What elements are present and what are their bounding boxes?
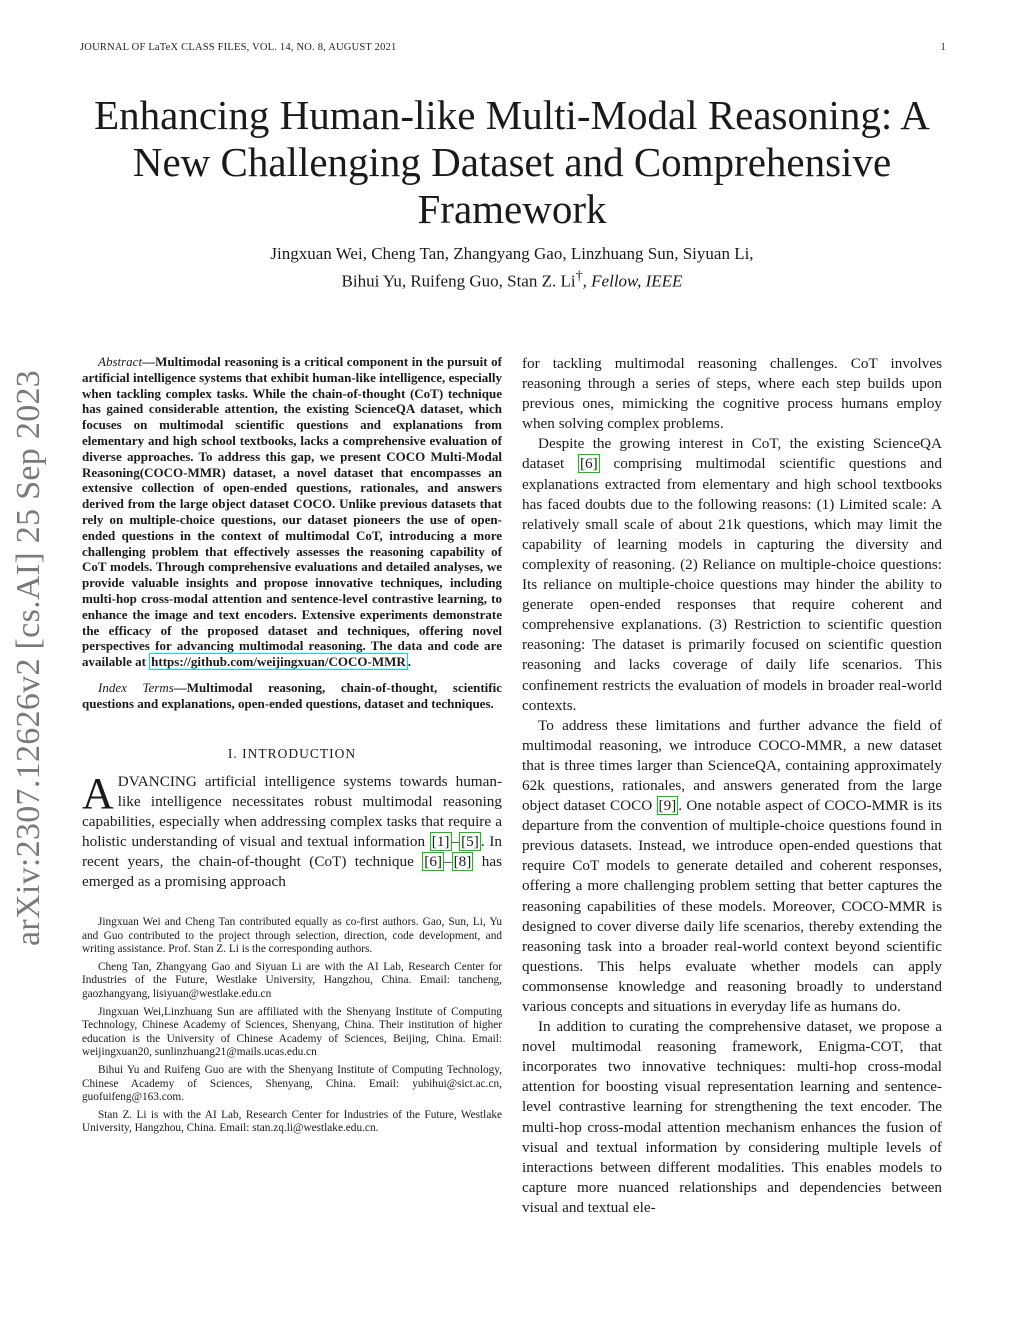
page-number: 1 [940,42,946,53]
intro-text-a: DVANCING artificial intelligence systems towards human-like intelligence necessitates robust multimodal reasoning capabilities, especially when addressing complex tasks that require a holistic understanding of visual and textual information [82,772,502,850]
footnotes [82,916,502,1136]
right-p2-text-a: To address these limitations and further advance the field of multimodal reasoning, we introduce COCO-MMR, a new dataset that is three times larger than ScienceQA, containing approximately 62k questions, rationales, and answers generated from the large object dataset COCO [522,716,942,815]
citation-link-6[interactable]: [6] [424,852,442,870]
right-p2-text-b: . One notable aspect of COCO-MMR is its departure from the convention of multiple-choice questions found in previous datasets. Instead, we introduce open-ended questions that require CoT models to generate detailed and coherent responses, offering a more challenging problem setting that better captures the reasoning capabilities of these models. Moreover, COCO-MMR is designed to cover diverse daily life scenarios, thereby extending the reasoning task into a broader real-world context beyond scientific questions. This helps evaluate whether models can apply commonsense knowledge and reasoning broadly to understand various concepts and situations in everyday life as humans do. [522,797,942,1015]
right-paragraph-3: In addition to curating the comprehensive dataset, we propose a novel multimodal reasoning framework, Enigma-COT, that incorporates two innovative techniques: multi-hop cross-modal attention for boosting visual representation learning and sentence-level contrastive learning for strengthening the text encoder. The multi-hop cross-modal attention mechanism enhances the fusion of visual and textual information by considering multiple levels of interactions between different modalities. This enables models to capture more nuanced relationships and dependencies between visual and textual ele- [522,1018,942,1216]
left-column [82,354,502,1140]
footnote-affiliation-stan-li: Stan Z. Li is with the AI Lab, Research Center for Industries of the Future, Westlake University, Hangzhou, China. Email: stan.zq.li@westlake.edu.cn. [82,1108,502,1135]
abstract-text: Multimodal reasoning is a critical component in the pursuit of artificial intelligence systems that exhibit human-like intelligence, especially when tackling complex tasks. While the chain-of-thought (CoT) technique has gained considerable attention, the existing ScienceQA dataset, which focuses on multimodal scientific questions and explanations from elementary and high school textbooks, lacks a comprehensive evaluation of diverse approaches. To address this gap, we present COCO Multi-Modal Reasoning(COCO-MMR) dataset, a novel dataset that encompasses an extensive collection of open-ended questions, rationales, and answers derived from the large object dataset COCO. Unlike previous datasets that rely on multiple-choice questions, our dataset pioneers the use of open-ended questions in the context of multimodal CoT, introducing a more challenging problem that effectively assesses the reasoning capability of CoT models. Through comprehensive evaluations and detailed analyses, we provide valuable insights and propose innovative techniques, including multi-hop cross-modal attention and sentence-level contrastive learning, to enhance the image and text encoders. Extensive experiments demonstrate the efficacy of the proposed dataset and techniques, offering novel perspectives for advancing multimodal reasoning. The data and code are available at [82,354,502,670]
right-p1-text-b: comprising multimodal scientific questions and explanations extracted from elementary and high school textbooks has faced doubts due to the following reasons: (1) Limited scale: A relatively small scale of about 21k questions, which may limit the capability of learning models in capturing the diversity and complexity of reasoning. (2) Reliance on multiple-choice questions: Its reliance on multiple-choice questions may hinder the ability to generate open-ended responses that require coherent and comprehensive explanations. (3) Restriction to scientific question reasoning: The dataset is primarily focused on scientific question reasoning and lacks coverage of daily life scenarios. This confinement restricts the evaluation of models in broader real-world contexts. [522,455,942,714]
abstract-end: . [407,654,412,670]
arxiv-stamp: arXiv:2307.12626v2 [cs.AI] 25 Sep 2023 [10,369,47,946]
section-heading-introduction: I. INTRODUCTION [227,745,357,761]
running-header [80,42,946,53]
abstract [82,354,502,670]
dropcap-letter: A [82,768,114,818]
intro-dash-2: – [444,852,452,870]
right-p1-text-a: Despite the growing interest in CoT, the existing ScienceQA dataset [522,435,942,473]
index-terms-dash: — [173,679,187,695]
intro-dash-1: – [451,832,460,850]
index-terms-text: Multimodal reasoning, chain-of-thought, scientific questions and explanations, open-ended questions, dataset and techniques. [82,679,502,711]
intro-text-c: has emerged as a promising approach [82,852,502,890]
footnote-affiliation-shenyang: Jingxuan Wei,Linzhuang Sun are affiliated with the Shenyang Institute of Computing Technology, Chinese Academy of Sciences, Shenyang, China. Their institution of higher education is the University of Chinese Academy of Sciences, Beijing, China. Email: weijingxuan20, sunlinzhuang21@mails.ucas.edu.cn [82,1005,502,1059]
footnote-affiliation-sict: Bihui Yu and Ruifeng Guo are with the Shenyang Institute of Computing Technology, Chinese Academy of Sciences, Shenyang, China. Email: yubihui@sict.ac.cn, guofuifeng@163.com. [82,1064,502,1104]
authors-line-2-names: Bihui Yu, Ruifeng Guo, Stan Z. Li [341,271,576,291]
footnote-contribution: Jingxuan Wei and Cheng Tan contributed equally as co-first authors. Gao, Sun, Li, Yu and Guo contributed to the project through selection, direction, code development, and writing assistance. Prof. Stan Z. Li is the corresponding authors. [82,916,502,956]
footnote-affiliation-westlake: Cheng Tan, Zhangyang Gao and Siyuan Li are with the AI Lab, Research Center for Industries of the Future, Westlake University, Hangzhou, China. Email: tancheng, gaozhangyang, lisiyuan@westlake.edu.cn [82,960,502,1001]
code-repository-link[interactable]: https://github.com/weijingxuan/COCO-MMR [151,654,406,670]
author-fellow-title: , Fellow, IEEE [582,271,683,291]
citation-link-5[interactable]: [5] [461,832,479,850]
citation-link-9[interactable]: [9] [658,797,677,815]
right-paragraph-1 [522,434,942,715]
corresponding-dagger: † [575,268,583,284]
abstract-label: Abstract [98,354,143,369]
author-list [100,242,924,293]
authors-line-1: Jingxuan Wei, Cheng Tan, Zhangyang Gao, Linzhuang Sun, Siyuan Li, [270,244,754,263]
index-terms [82,680,502,712]
authors-line-2 [100,265,924,293]
journal-name: JOURNAL OF LaTeX CLASS FILES, VOL. 14, NO. 8, AUGUST 2021 [80,42,397,53]
abstract-dash: — [142,354,156,369]
paper-title: Enhancing Human-like Multi-Modal Reasoning: A New Challenging Dataset and Comprehensive Framework [94,92,930,232]
citation-link-8[interactable]: [8] [453,852,472,870]
index-terms-label: Index Terms [98,679,174,695]
citation-link-6b[interactable]: [6] [579,455,598,473]
right-column [522,354,942,1218]
intro-text-b: . In recent years, the chain-of-thought (CoT) technique [82,832,502,870]
citation-link-1[interactable]: [1] [431,832,450,850]
right-paragraph-0: for tackling multimodal reasoning challenges. CoT involves reasoning through a series of steps, where each step builds upon previous ones, mimicking the cognitive process humans employ when solving complex problems. [522,355,942,433]
intro-paragraph-1 [82,768,502,893]
right-paragraph-2 [522,716,942,1017]
